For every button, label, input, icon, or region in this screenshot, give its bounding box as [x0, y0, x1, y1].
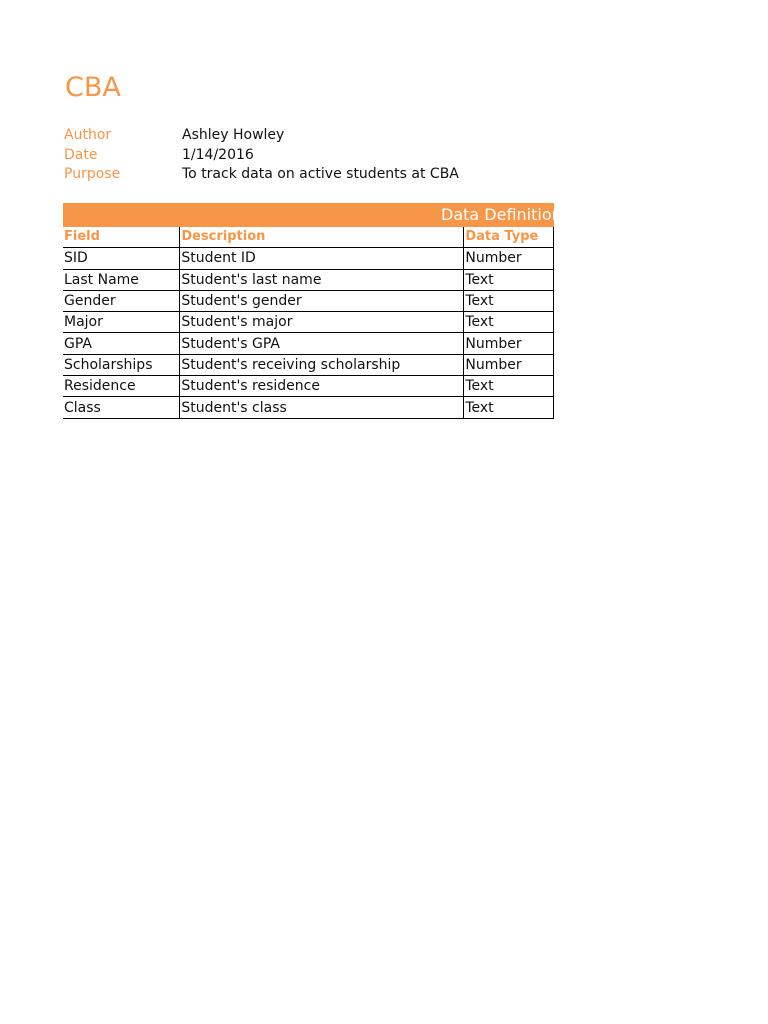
column-header-description: Description	[180, 227, 464, 248]
date-value: 1/14/2016	[182, 146, 254, 163]
data-type-cell: Number	[464, 333, 554, 354]
date-row	[64, 146, 459, 166]
section-banner	[63, 203, 571, 227]
table-row	[63, 290, 554, 311]
field-cell: GPA	[63, 333, 180, 354]
data-type-cell: Text	[464, 290, 554, 311]
purpose-row	[64, 165, 459, 185]
table-header-row	[63, 227, 554, 248]
author-value: Ashley Howley	[182, 127, 285, 143]
author-label: Author	[64, 127, 112, 143]
data-type-cell: Number	[464, 248, 554, 269]
purpose-label: Purpose	[64, 166, 121, 182]
table-row	[63, 333, 554, 354]
section-banner-title: Data Definitions	[441, 205, 571, 224]
column-header-field: Field	[63, 227, 180, 248]
description-cell: Student's gender	[180, 290, 464, 311]
table-row	[63, 269, 554, 290]
metadata-block	[64, 126, 459, 185]
field-cell: Last Name	[63, 269, 180, 290]
author-row	[64, 126, 459, 146]
description-cell: Student's GPA	[180, 333, 464, 354]
table-row	[63, 312, 554, 333]
description-cell: Student's class	[180, 397, 464, 418]
table-row	[63, 376, 554, 397]
document-title: CBA	[65, 72, 121, 103]
description-cell: Student's receiving scholarship	[180, 354, 464, 375]
description-cell: Student's residence	[180, 376, 464, 397]
data-type-cell: Text	[464, 376, 554, 397]
field-cell: Residence	[63, 376, 180, 397]
data-definitions-table	[63, 227, 554, 419]
data-type-cell: Number	[464, 354, 554, 375]
purpose-value: To track data on active students at CBA	[182, 166, 459, 182]
table-row	[63, 248, 554, 269]
date-label: Date	[64, 146, 98, 163]
description-cell: Student's last name	[180, 269, 464, 290]
field-cell: Class	[63, 397, 180, 418]
description-cell: Student ID	[180, 248, 464, 269]
data-type-cell: Text	[464, 312, 554, 333]
data-type-cell: Text	[464, 397, 554, 418]
field-cell: Major	[63, 312, 180, 333]
field-cell: Scholarships	[63, 354, 180, 375]
column-header-data-type: Data Type	[464, 227, 554, 248]
field-cell: Gender	[63, 290, 180, 311]
data-type-cell: Text	[464, 269, 554, 290]
table-row	[63, 354, 554, 375]
description-cell: Student's major	[180, 312, 464, 333]
table-row	[63, 397, 554, 418]
field-cell: SID	[63, 248, 180, 269]
